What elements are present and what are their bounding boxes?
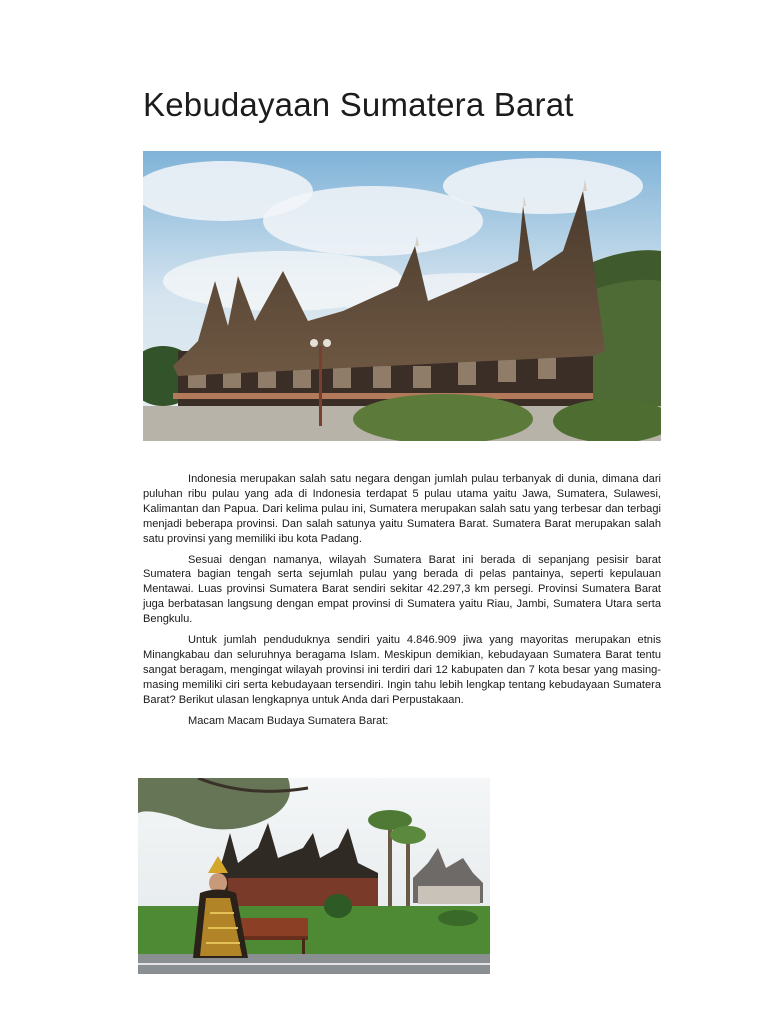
article-body <box>143 472 661 735</box>
paragraph-intro: Indonesia merupakan salah satu negara dengan jumlah pulau terbanyak di dunia, dimana dari puluhan ribu pulau yang ada di Indonesia terdapat 5 pulau utama yaitu Jawa, Sumatera, Sulawesi, Kalimantan dan Papua. Dari kelima pulau ini, Sumatera merupakan salah satu yang terbesar dan terbagi menjadi beberapa provinsi. Dan salah satunya yaitu Sumatera Barat. Sumatera Barat merupakan salah satu provinsi yang memiliki ibu kota Padang. <box>143 473 661 545</box>
rumah-gadang-photo <box>143 151 661 441</box>
section-heading: Macam Macam Budaya Sumatera Barat: <box>188 714 389 727</box>
traditional-attire-photo <box>138 778 490 974</box>
paragraph-geography: Sesuai dengan namanya, wilayah Sumatera Barat ini berada di sepanjang pesisir barat Sumatera bagian tengah serta sejumlah pulau yang berada di pelas pantainya, seperti kepulauan Mentawai. Luas provinsi Sumatera Barat sendiri sekitar 42.297,3 km persegi. Provinsi Sumatera Barat juga berbatasan langsung dengan empat provinsi di Sumatera yaitu Riau, Jambi, Sumatera Utara serta Bengkulu. <box>143 553 661 626</box>
page-title: Kebudayaan Sumatera Barat <box>143 86 574 123</box>
paragraph-population: Untuk jumlah penduduknya sendiri yaitu 4.846.909 jiwa yang mayoritas merupakan etnis Minangkabau dan seluruhnya beragama Islam. Meskipun demikian, kebudayaan Sumatera Barat tentu sangat beragam, mengingat wilayah provinsi ini terdiri dari 12 kabupaten dan 7 kota besar yang masing-masing memiliki ciri serta kebudayaan tersendiri. Ingin tahu lebih lengkap tentang kebudayaan Sumatera Barat? Berikut ulasan lengkapnya untuk Anda dari Perpustakaan. <box>143 634 661 706</box>
